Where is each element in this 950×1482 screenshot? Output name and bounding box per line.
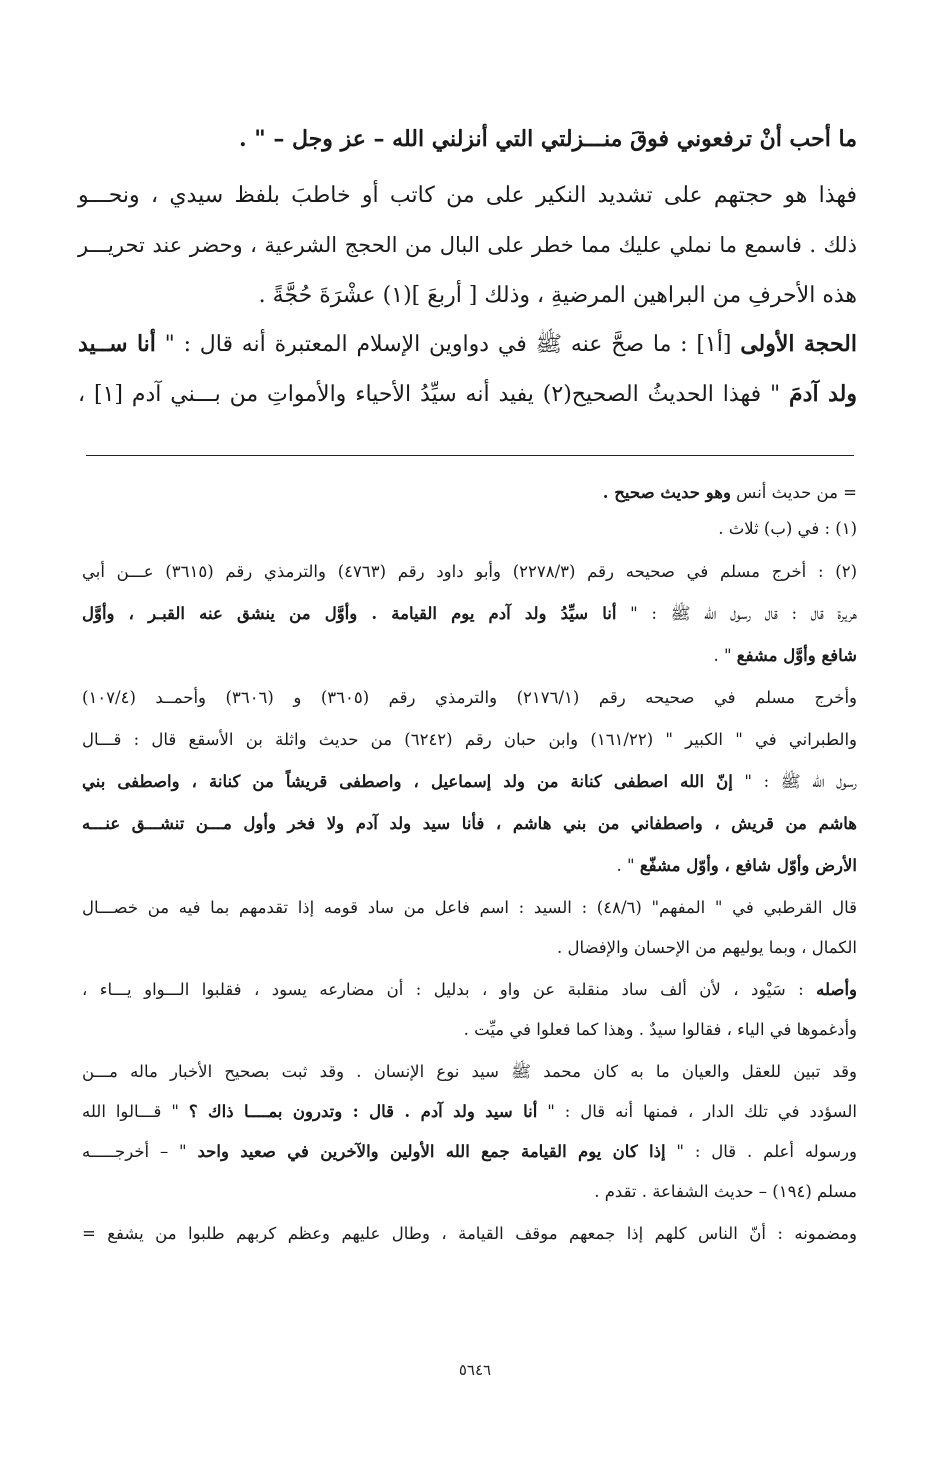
footnote-1: (١) : في (ب) ثلاث . xyxy=(718,519,857,538)
footnote-3-hadith-end: الأرض وأوّل شافع ، وأوّل مشفّع xyxy=(639,856,857,875)
main-line-5 xyxy=(78,330,857,362)
footnote-3-line-5 xyxy=(82,856,857,875)
main-line-2: فهذا هو حجتهم على تشديد النكير على من كاتب أو خاطبَ بلفظ سيدي ، ونحـــو xyxy=(78,183,857,208)
footnote-6-hadith: أنا سيد ولد آدم . قال : وتدرون بمــــا ذاك ؟ xyxy=(188,1102,538,1121)
footnote-continuation xyxy=(82,483,857,502)
footnote-2-line-3 xyxy=(82,646,857,665)
footnote-6-line-3 xyxy=(82,1142,857,1161)
footnote-2-hadith-end: شافع وأوَّل مشفع xyxy=(736,646,857,665)
footnote-6-line-2-text-a: السؤدد في تلك الدار ، فمنها أنه قال : " xyxy=(537,1102,857,1121)
main-line-4: هذه الأحرفِ من البراهين المرضيةِ ، وذلك [ أربعَ ](١) عشْرَةَ حُجَّةً . xyxy=(258,283,857,308)
footnote-6-line-2-text-c: " قـــالوا الله xyxy=(82,1102,189,1121)
footnote-3-line-1: وأخرج مسلم في صحيحه رقم (٢١٧٦/١) والترمذي رقم (٣٦٠٥) و (٣٦٠٦) وأحمــد (١٠٧/٤) xyxy=(82,688,858,707)
footnote-6-line-1: وقد تبين للعقل والعيان ما به كان محمد ﷺ سيد نوع الإنسان . وقد ثبت بصحيح الأخبار ماله مـــن xyxy=(82,1062,857,1081)
proof-heading: الحجة الأولى xyxy=(740,331,858,357)
main-line-6-text: " فهذا الحديثُ الصحيح(٢) يفيد أنه سيِّدُ الأحياء والأمواتِ من بـــني آدم [١] ، xyxy=(78,382,790,407)
page-number: ٥٦٤٦ xyxy=(458,1361,492,1379)
footnote-3-line-3 xyxy=(82,772,857,796)
hadith-quote-start: أنا ســيد xyxy=(78,331,156,357)
main-line-1: ما أحب أنْ ترفعوني فوقَ منـــزلتي التي أنزلني الله – عز وجل – " . xyxy=(238,126,857,152)
main-line-6 xyxy=(78,381,857,407)
footnote-4-line-1: قال القرطبي في " المفهم" (٤٨/٦) : السيد : اسم فاعل من ساد قومه إذا تقدمهم بما فيه من خصـــال xyxy=(82,898,857,917)
footnote-3-hadith: إنّ الله اصطفى كنانة من ولد إسماعيل ، واصطفى قريشاً من كنانة ، واصطفى بني xyxy=(82,772,733,791)
footnote-5-line-1 xyxy=(82,980,857,999)
footnote-2-line-3-text: " . xyxy=(713,646,737,665)
footnote-2-line-1: (٢) : أخرج مسلم في صحيحه رقم (٢٢٧٨/٣) وأبو داود رقم (٤٧٦٣) والترمذي رقم (٣٦١٥) عـــن أبي xyxy=(82,562,857,581)
main-line-5-text: [أ١] : ما صحَّ عنه ﷺ في دواوين الإسلام المعتبرة أنه قال : " xyxy=(155,332,741,357)
footnote-6-line-4: مسلم (١٩٤) – حديث الشفاعة . تقدم . xyxy=(594,1182,857,1201)
footnote-2-line-2 xyxy=(82,604,857,628)
footnote-3-line-4: هاشم من قريش ، واصطفاني من بني هاشم ، فأنا سيد ولد آدم ولا فخر وأول مـــن تنشـــق عنـــه xyxy=(82,814,857,833)
footnote-3-line-3-text: رسول الله ﷺ : " xyxy=(732,772,857,791)
main-line-3: ذلك . فاسمع ما نملي عليك مما خطر على البال من الحجج الشرعية ، وحضر عند تحريـــر xyxy=(78,233,857,257)
footnote-7-line-1: ومضمونه : أنّ الناس كلهم إذا جمعهم موقف القيامة ، وطال عليهم وعظم كربهم طلبوا من يشفع = xyxy=(82,1224,857,1243)
footnote-continuation-bold: وهو حديث صحيح . xyxy=(602,483,731,502)
footnote-3-line-5-text: " . xyxy=(616,856,640,875)
footnote-6-line-3-text-c: " – أخرجـــــه xyxy=(82,1142,198,1161)
hadith-quote-end: ولد آدمَ xyxy=(789,381,857,407)
footnote-6-hadith-2: إذا كان يوم القيامة جمع الله الأولين والآخرين في صعيد واحد xyxy=(197,1142,666,1161)
footnote-2-line-2-text: هريرة قال : قال رسول الله ﷺ : " xyxy=(616,604,857,623)
footnote-5-bold: وأصله xyxy=(816,980,857,999)
footnote-continuation-text: = من حديث أنس xyxy=(730,483,857,502)
footnote-3-line-2: والطبراني في " الكبير " (١٦١/٢٢) وابن حبان رقم (٦٢٤٢) من حديث واثلة بن الأسقع قال : قـــال xyxy=(82,730,857,749)
footnote-separator xyxy=(86,455,854,456)
footnote-4-line-2: الكمال ، وبما يوليهم من الإحسان والإفضال . xyxy=(556,938,857,957)
footnote-2-hadith: أنا سيِّدُ ولد آدم يوم القيامة . وأوَّل من ينشق عنه القبـر ، وأوَّل xyxy=(82,604,617,623)
footnote-6-line-3-text-a: ورسوله أعلم . قال : " xyxy=(665,1142,857,1161)
footnote-5-line-2: وأدغموها في الياء ، فقالوا سيدٌ . وهذا كما فعلوا في ميِّت . xyxy=(463,1020,857,1039)
footnote-6-line-2 xyxy=(82,1102,857,1121)
footnote-5-line-1-text: : سَيْود ، لأن ألف ساد منقلبة عن واو ، بدليل : أن مضارعه يسود ، فقلبوا الـــواو يـــاء ، xyxy=(82,980,817,999)
